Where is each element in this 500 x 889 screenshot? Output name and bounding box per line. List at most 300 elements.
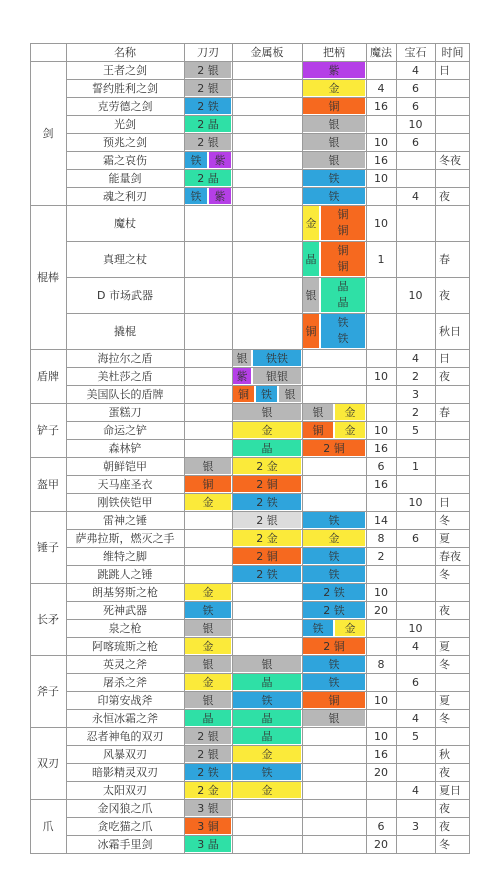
item-name: 屠杀之斧 <box>103 675 147 689</box>
blade-segment: 紫 <box>209 188 231 204</box>
gem-value <box>396 565 435 583</box>
gem-value: 6 <box>412 99 419 113</box>
gem-value <box>396 151 435 169</box>
category-label: 剑 <box>42 126 54 140</box>
grid-line <box>66 763 470 764</box>
item-name: 暗影精灵双刃 <box>92 765 158 779</box>
category-label: 铲子 <box>37 423 59 437</box>
item-name: 蛋糕刀 <box>108 405 142 419</box>
blade-segment: 2 晶 <box>185 170 231 186</box>
blade-segment: 2 银 <box>185 62 231 78</box>
plate-segment: 银 <box>233 656 301 672</box>
plate-segment: 晶 <box>233 728 301 744</box>
blade-segment: 金 <box>185 584 231 600</box>
header-name: 名称 <box>114 45 136 59</box>
item-name: 维特之脚 <box>103 549 147 563</box>
magic-value <box>366 277 396 313</box>
magic-value <box>366 61 396 79</box>
item-name: 誓约胜利之剑 <box>92 81 158 95</box>
blade-segment: 金 <box>185 674 231 690</box>
category-label: 斧子 <box>37 684 59 698</box>
handle-segment-label: 铜 <box>337 244 349 257</box>
item-name: 风暴双刃 <box>103 747 147 761</box>
gem-value: 1 <box>412 459 419 473</box>
plate-segment: 晶 <box>233 674 301 690</box>
blade-segment: 银 <box>185 620 231 636</box>
handle-segment: 银 <box>303 116 365 132</box>
handle-segment: 铜 <box>303 422 333 438</box>
item-name: 跳跳人之锤 <box>97 567 153 581</box>
item-name: 刚铁侠铠甲 <box>97 495 153 509</box>
handle-segment: 紫 <box>303 62 365 78</box>
blade-segment: 2 银 <box>185 134 231 150</box>
item-name: 贪吃猫之爪 <box>97 819 153 833</box>
gem-value: 6 <box>412 81 419 95</box>
item-name: 克劳德之剑 <box>97 99 153 113</box>
time-value: 夏 <box>439 531 450 545</box>
grid-line <box>30 43 470 44</box>
item-name: 能量剑 <box>108 171 142 185</box>
item-name: 命运之铲 <box>103 423 147 437</box>
blade-segment: 铁 <box>185 188 207 204</box>
gem-value: 5 <box>412 729 419 743</box>
time-value: 夜 <box>439 765 450 779</box>
plate-segment: 2 金 <box>233 530 301 546</box>
magic-value: 4 <box>377 81 385 95</box>
time-value: 冬 <box>439 513 450 527</box>
grid-line <box>66 817 470 818</box>
blade-segment: 3 银 <box>185 800 231 816</box>
gem-value: 4 <box>412 189 419 203</box>
time-value: 秋日 <box>439 324 461 338</box>
magic-value: 20 <box>374 603 388 617</box>
gem-value: 3 <box>412 387 419 401</box>
grid-line <box>66 673 470 674</box>
grid-line <box>302 43 303 853</box>
handle-segment: 铁 <box>303 674 365 690</box>
gem-value <box>396 241 435 277</box>
category-label: 棍棒 <box>37 270 59 284</box>
grid-line <box>469 43 470 853</box>
blade-segment: 紫 <box>209 152 231 168</box>
item-name: 永恒冰霜之斧 <box>92 711 158 725</box>
magic-value <box>366 709 396 727</box>
handle-segment <box>321 314 365 348</box>
handle-segment: 金 <box>335 404 365 420</box>
gem-value: 4 <box>412 639 419 653</box>
grid-line <box>66 313 470 314</box>
handle-segment: 铁 <box>303 548 365 564</box>
handle-segment: 铜 <box>303 692 365 708</box>
handle-segment: 铁 <box>303 620 333 636</box>
gem-value: 4 <box>412 63 419 77</box>
time-value: 春 <box>439 252 450 266</box>
magic-value: 16 <box>374 99 388 113</box>
grid-line <box>30 61 470 62</box>
gem-value <box>396 799 435 817</box>
magic-value <box>366 637 396 655</box>
blade-segment: 2 铁 <box>185 98 231 114</box>
magic-value <box>366 619 396 637</box>
time-value: 夜 <box>439 369 450 383</box>
blade-segment: 2 银 <box>185 728 231 744</box>
gem-value <box>396 763 435 781</box>
grid-line <box>30 511 470 512</box>
handle-segment <box>321 278 365 312</box>
plate-segment: 2 铜 <box>233 548 301 564</box>
grid-line <box>66 835 470 836</box>
category-label: 盾牌 <box>37 369 59 383</box>
magic-value: 10 <box>374 369 388 383</box>
handle-segment: 银 <box>303 152 365 168</box>
grid-line <box>66 493 470 494</box>
magic-value: 10 <box>374 585 388 599</box>
grid-line <box>66 565 470 566</box>
grid-line <box>66 637 470 638</box>
grid-line <box>232 43 233 853</box>
plate-segment: 2 金 <box>233 458 301 474</box>
item-name: 魔杖 <box>114 216 136 230</box>
magic-value <box>366 799 396 817</box>
grid-line <box>66 169 470 170</box>
gem-value: 3 <box>412 819 419 833</box>
time-value: 夏日 <box>439 783 461 797</box>
grid-line <box>66 745 470 746</box>
grid-line <box>66 385 470 386</box>
plate-segment: 2 铜 <box>233 476 301 492</box>
plate-segment: 2 铁 <box>233 566 301 582</box>
handle-segment: 银 <box>303 134 365 150</box>
magic-value <box>366 115 396 133</box>
handle-segment-label: 晶 <box>337 280 349 293</box>
handle-segment-label: 铁 <box>337 332 349 345</box>
magic-value: 16 <box>374 747 388 761</box>
handle-segment-label: 铜 <box>337 224 349 237</box>
item-name: 朗基努斯之枪 <box>92 585 158 599</box>
handle-segment: 银 <box>303 710 365 726</box>
magic-value: 6 <box>377 819 385 833</box>
gem-value: 2 <box>412 405 419 419</box>
grid-line <box>66 619 470 620</box>
plate-segment: 晶 <box>233 710 301 726</box>
time-value: 夜 <box>439 603 450 617</box>
category-label: 双刃 <box>37 756 59 770</box>
gem-value <box>396 745 435 763</box>
time-value: 夜 <box>439 819 450 833</box>
gem-value: 6 <box>412 675 419 689</box>
plate-segment: 金 <box>233 782 301 798</box>
handle-segment: 金 <box>303 80 365 96</box>
handle-segment: 金 <box>335 620 365 636</box>
handle-segment: 铁 <box>303 512 365 528</box>
grid-line <box>66 133 470 134</box>
grid-line <box>366 43 367 853</box>
gem-value <box>396 439 435 457</box>
plate-segment: 铁 <box>233 692 301 708</box>
magic-value <box>366 385 396 403</box>
handle-segment: 2 铁 <box>303 584 365 600</box>
blade-segment: 银 <box>185 692 231 708</box>
magic-value <box>366 187 396 205</box>
magic-value <box>366 403 396 421</box>
grid-line <box>30 349 470 350</box>
handle-segment-label: 铜 <box>337 208 349 221</box>
gem-value: 10 <box>408 288 423 302</box>
magic-value <box>366 565 396 583</box>
gem-value <box>396 313 435 349</box>
header-plate: 金属板 <box>250 45 284 59</box>
item-name: 光剑 <box>114 117 136 131</box>
blade-segment: 铁 <box>185 602 231 618</box>
grid-line <box>30 583 470 584</box>
handle-segment: 铜 <box>303 98 365 114</box>
grid-line <box>30 205 470 206</box>
item-name: 忍者神龟的双刃 <box>86 729 164 743</box>
grid-line <box>66 187 470 188</box>
gem-value <box>396 583 435 601</box>
magic-value: 16 <box>374 441 388 455</box>
grid-line <box>66 367 470 368</box>
item-name: 朝鲜铠甲 <box>103 459 147 473</box>
category-label: 锤子 <box>37 540 59 554</box>
plate-segment: 银 <box>233 350 251 366</box>
plate-segment: 银 <box>279 386 301 402</box>
time-value: 冬夜 <box>439 153 461 167</box>
magic-value: 20 <box>374 765 388 779</box>
item-name: 天马座圣衣 <box>97 477 153 491</box>
handle-segment-label: 铁 <box>337 316 349 329</box>
time-value: 夏 <box>439 639 450 653</box>
category-label: 长矛 <box>37 612 59 626</box>
plate-segment: 晶 <box>233 440 301 456</box>
gem-value: 10 <box>408 621 423 635</box>
handle-segment: 铁 <box>303 170 365 186</box>
gem-value <box>396 691 435 709</box>
plate-segment: 金 <box>233 422 301 438</box>
grid-line <box>30 655 470 656</box>
item-name: 王者之剑 <box>103 63 147 77</box>
grid-line <box>184 43 185 853</box>
item-name: 冰霜手里剑 <box>97 837 153 851</box>
time-value: 夜 <box>439 288 450 302</box>
header-magic: 魔法 <box>370 45 392 59</box>
handle-segment-label: 铜 <box>337 260 349 273</box>
gem-value <box>396 655 435 673</box>
blade-segment: 铁 <box>185 152 207 168</box>
handle-segment: 2 铁 <box>303 602 365 618</box>
grid-line <box>66 601 470 602</box>
time-value: 夏 <box>439 693 450 707</box>
time-value: 秋 <box>439 747 450 761</box>
item-name: 海拉尔之盾 <box>97 351 153 365</box>
time-value: 冬 <box>439 837 450 851</box>
recipe-table <box>30 43 470 853</box>
grid-line <box>66 421 470 422</box>
gem-value <box>396 205 435 241</box>
gem-value: 4 <box>412 783 419 797</box>
gem-value <box>396 475 435 493</box>
magic-value: 6 <box>377 459 385 473</box>
gem-value <box>396 547 435 565</box>
grid-line <box>66 277 470 278</box>
grid-line <box>66 781 470 782</box>
handle-segment: 铜 <box>303 314 319 348</box>
magic-value: 10 <box>374 729 388 743</box>
gem-value <box>396 835 435 853</box>
item-name: 萨弗拉斯，燃灭之手 <box>75 531 175 545</box>
item-name: 雷神之锤 <box>103 513 147 527</box>
magic-value: 8 <box>377 657 385 671</box>
header-gem: 宝石 <box>404 45 427 59</box>
handle-segment-label: 晶 <box>337 296 349 309</box>
magic-value <box>366 349 396 367</box>
header-time: 时间 <box>441 45 464 59</box>
grid-line <box>66 439 470 440</box>
item-name: 泉之枪 <box>108 621 142 635</box>
category-label: 盔甲 <box>37 477 59 491</box>
blade-segment: 2 银 <box>185 746 231 762</box>
grid-line <box>30 457 470 458</box>
time-value: 夜 <box>439 801 450 815</box>
item-name: 死神武器 <box>103 603 147 617</box>
grid-line <box>66 79 470 80</box>
gem-value: 4 <box>412 711 419 725</box>
handle-segment <box>321 206 365 240</box>
item-name: 金冈狼之爪 <box>97 801 153 815</box>
header-handle: 把柄 <box>323 45 345 59</box>
gem-value: 4 <box>412 351 419 365</box>
plate-segment: 铜 <box>233 386 254 402</box>
gem-value: 5 <box>412 423 419 437</box>
handle-segment: 铁 <box>303 566 365 582</box>
blade-segment: 铜 <box>185 476 231 492</box>
plate-segment: 银银 <box>253 368 301 384</box>
grid-line <box>66 151 470 152</box>
handle-segment <box>321 242 365 276</box>
magic-value: 10 <box>374 216 388 230</box>
time-value: 日 <box>439 495 450 509</box>
magic-value: 16 <box>374 477 388 491</box>
item-name: D 市场武器 <box>97 288 153 302</box>
item-name: 阿喀琉斯之枪 <box>92 639 158 653</box>
blade-segment: 2 晶 <box>185 116 231 132</box>
plate-segment: 银 <box>233 404 301 420</box>
gem-value <box>396 601 435 619</box>
time-value: 冬 <box>439 657 450 671</box>
item-name: 印第安战斧 <box>97 693 153 707</box>
grid-line <box>435 43 436 853</box>
item-name: 太阳双刃 <box>103 783 147 797</box>
time-value: 春夜 <box>439 549 461 563</box>
plate-segment: 金 <box>233 746 301 762</box>
time-value: 日 <box>439 351 450 365</box>
grid-line <box>66 43 67 853</box>
magic-value: 16 <box>374 153 388 167</box>
item-name: 魂之利刃 <box>103 189 147 203</box>
item-name: 美国队长的盾牌 <box>86 387 164 401</box>
plate-segment: 2 银 <box>233 512 301 528</box>
grid-line <box>66 709 470 710</box>
gem-value: 10 <box>408 495 423 509</box>
blade-segment: 3 晶 <box>185 836 231 852</box>
grid-line <box>66 529 470 530</box>
grid-line <box>66 97 470 98</box>
grid-line <box>66 475 470 476</box>
handle-segment: 银 <box>303 404 333 420</box>
blade-segment: 银 <box>185 656 231 672</box>
category-label: 爪 <box>42 819 54 833</box>
magic-value: 20 <box>374 837 388 851</box>
plate-segment: 紫 <box>233 368 251 384</box>
magic-value <box>366 673 396 691</box>
grid-line <box>66 547 470 548</box>
handle-segment: 金 <box>303 206 319 240</box>
handle-segment: 铁 <box>303 656 365 672</box>
grid-line <box>396 43 397 853</box>
handle-segment: 金 <box>335 422 365 438</box>
header-blade: 刀刃 <box>197 45 219 59</box>
blade-segment: 金 <box>185 638 231 654</box>
grid-line <box>66 691 470 692</box>
plate-segment: 铁 <box>233 764 301 780</box>
magic-value: 2 <box>377 549 385 563</box>
plate-segment: 铁铁 <box>253 350 301 366</box>
blade-segment: 2 银 <box>185 80 231 96</box>
handle-segment: 2 铜 <box>303 638 365 654</box>
handle-segment: 银 <box>303 278 319 312</box>
item-name: 撬棍 <box>114 324 136 338</box>
gem-value: 2 <box>412 369 419 383</box>
magic-value: 10 <box>374 423 388 437</box>
item-name: 森林铲 <box>108 441 142 455</box>
gem-value: 10 <box>408 117 423 131</box>
blade-segment: 2 金 <box>185 782 231 798</box>
blade-segment: 3 铜 <box>185 818 231 834</box>
item-name: 英灵之斧 <box>103 657 147 671</box>
handle-segment: 金 <box>303 530 365 546</box>
magic-value <box>366 493 396 511</box>
magic-value: 14 <box>374 513 388 527</box>
blade-segment: 晶 <box>185 710 231 726</box>
item-name: 真理之杖 <box>103 252 147 266</box>
item-name: 预兆之剑 <box>103 135 147 149</box>
blade-segment: 2 铁 <box>185 764 231 780</box>
magic-value: 10 <box>374 171 388 185</box>
magic-value: 10 <box>374 135 388 149</box>
grid-line <box>30 799 470 800</box>
plate-segment: 铁 <box>256 386 277 402</box>
plate-segment: 2 铁 <box>233 494 301 510</box>
gem-value: 6 <box>412 135 419 149</box>
magic-value: 10 <box>374 693 388 707</box>
grid-line <box>30 853 470 854</box>
handle-segment: 铁 <box>303 188 365 204</box>
handle-segment: 晶 <box>303 242 319 276</box>
time-value: 冬 <box>439 711 450 725</box>
grid-line <box>30 727 470 728</box>
gem-value <box>396 511 435 529</box>
gem-value <box>396 169 435 187</box>
gem-value: 6 <box>412 531 419 545</box>
time-value: 春 <box>439 405 450 419</box>
magic-value <box>366 313 396 349</box>
magic-value: 8 <box>377 531 385 545</box>
grid-line <box>30 403 470 404</box>
magic-value <box>366 781 396 799</box>
grid-line <box>66 115 470 116</box>
handle-segment: 2 铜 <box>303 440 365 456</box>
item-name: 美杜莎之盾 <box>97 369 153 383</box>
